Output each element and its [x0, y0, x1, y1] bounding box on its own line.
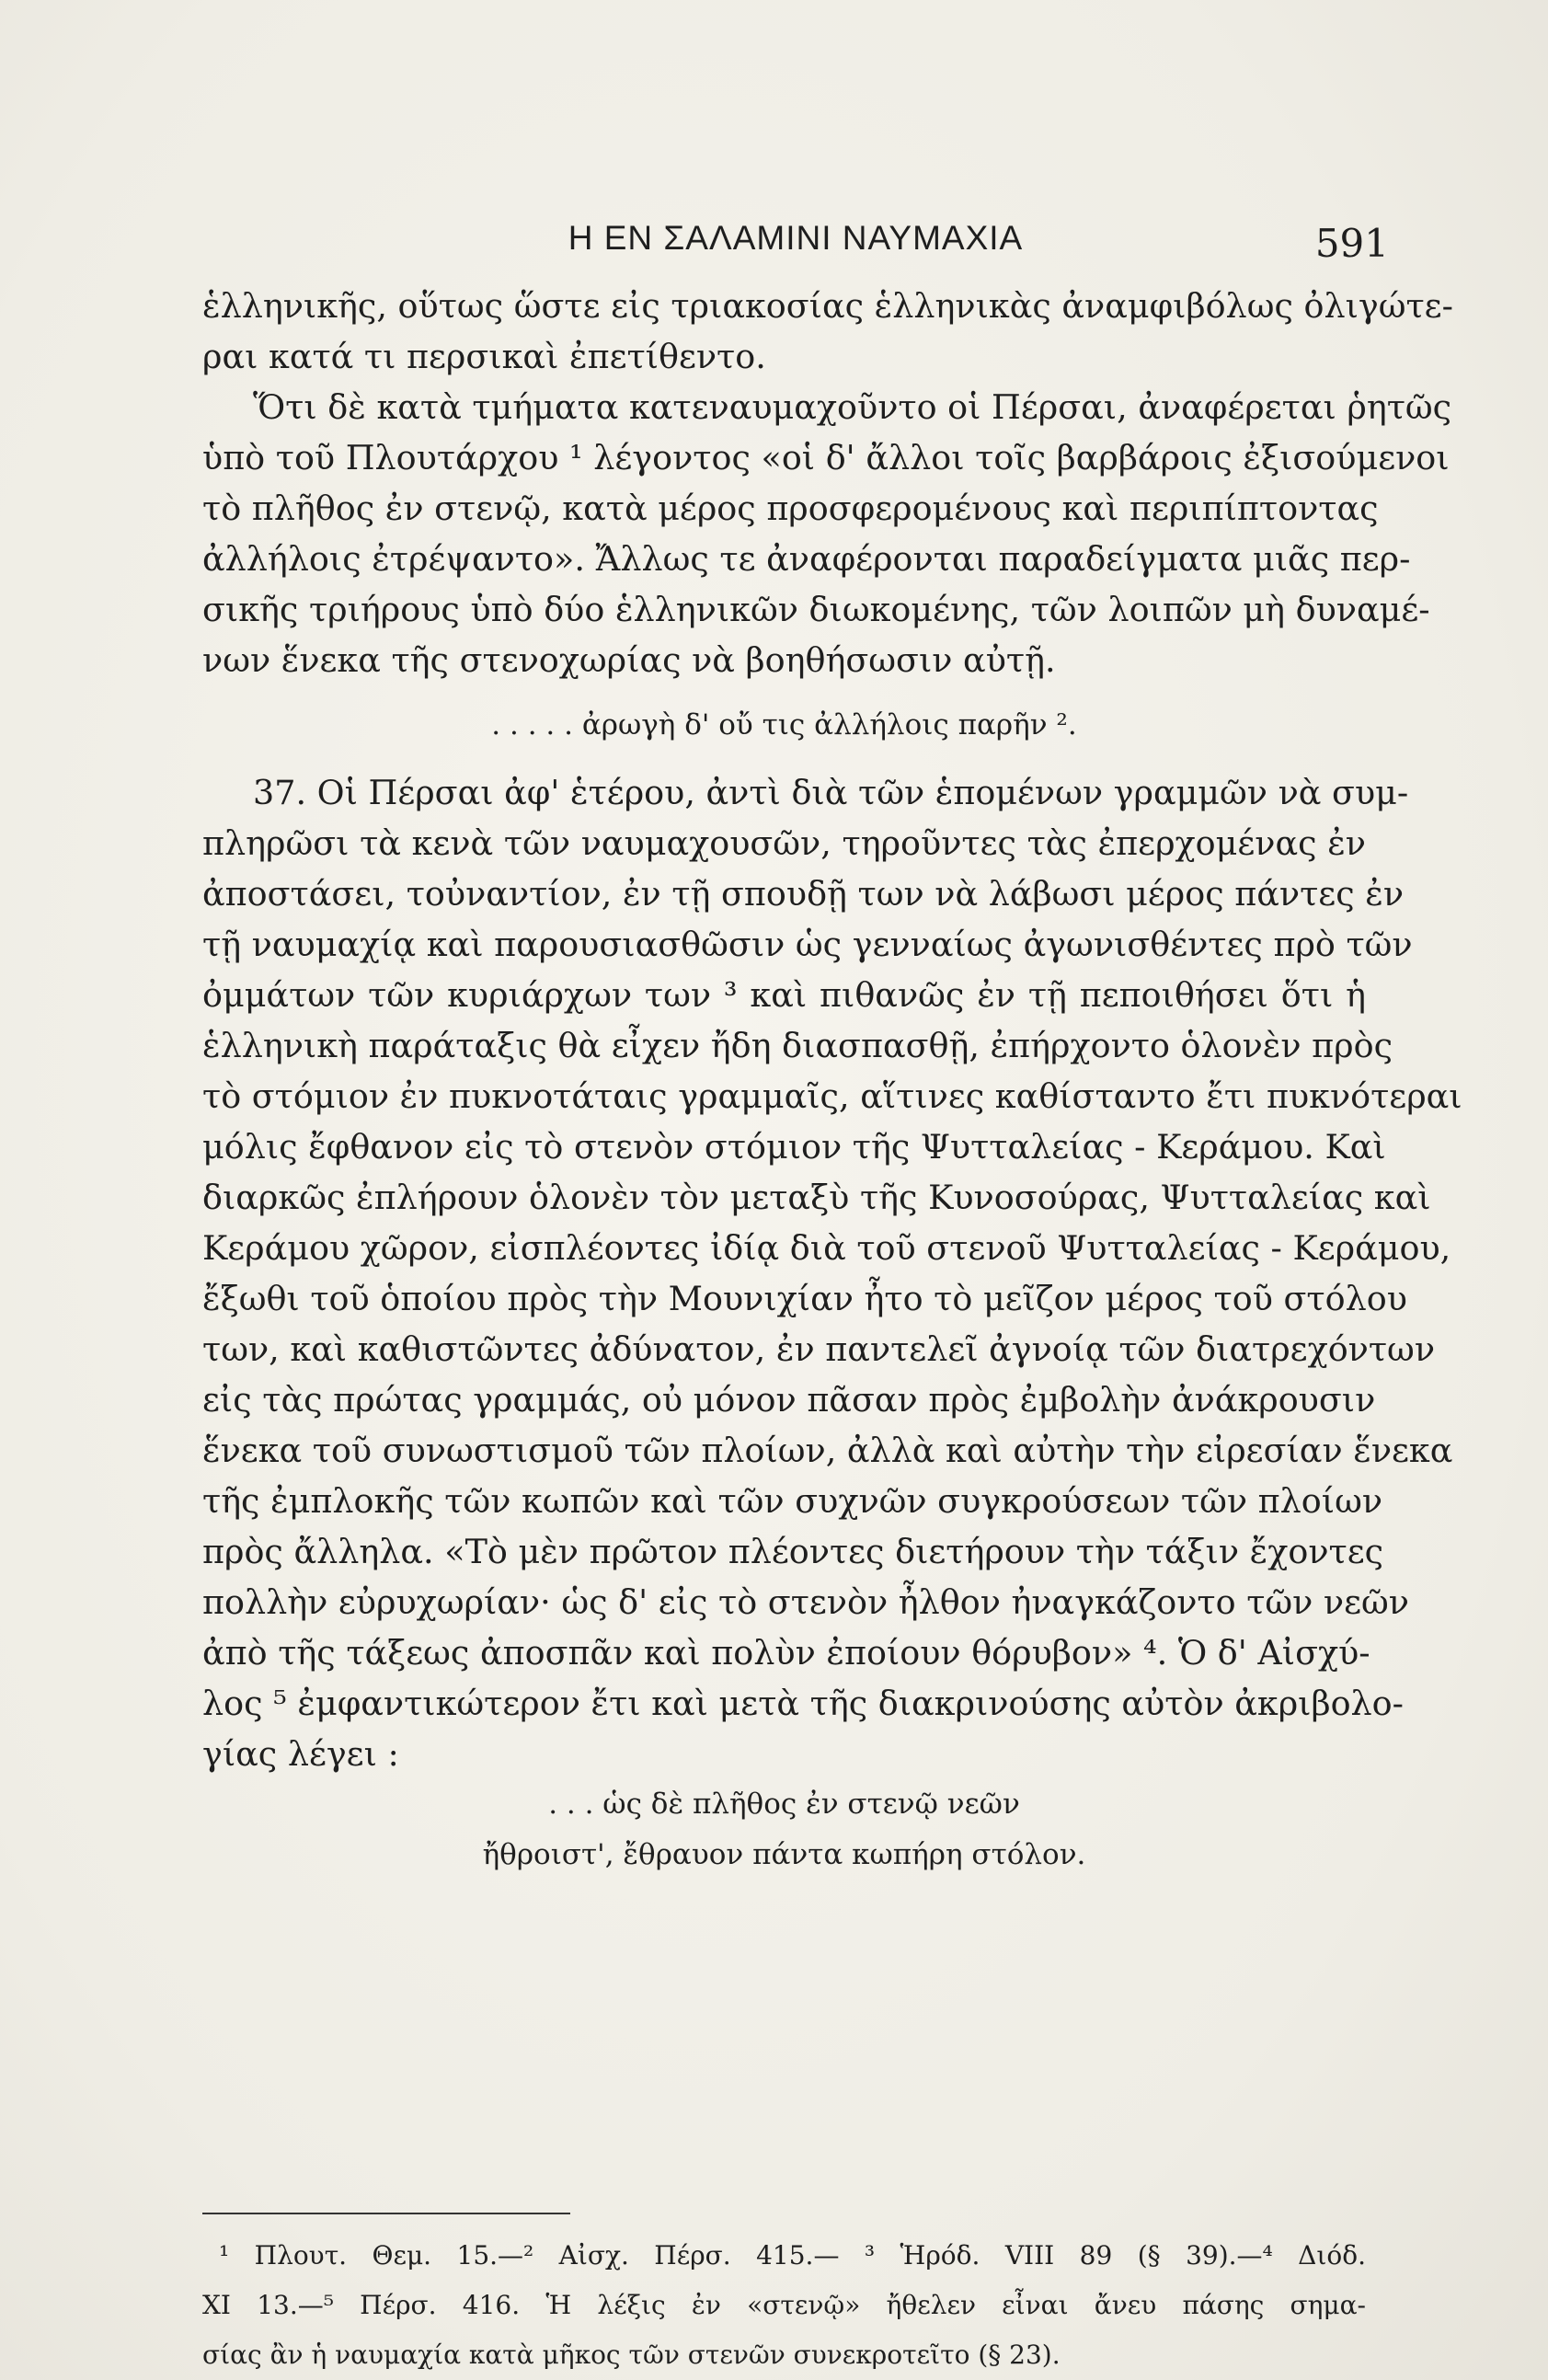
text-line: ὀμμάτων τῶν κυριάρχων των ³ καὶ πιθανῶς ἐν τῇ πεποιθήσει ὅτι ἡ — [202, 975, 1366, 1015]
verse-quote-line: ἤθροιστ', ἔθραυον πάντα κωπήρη στόλον. — [482, 1838, 1086, 1871]
text-line: πληρῶσι τὰ κενὰ τῶν ναυμαχουσῶν, τηροῦντες τὰς ἐπερχομένας ἐν — [202, 823, 1366, 863]
text-line: ἀπὸ τῆς τάξεως ἀποσπᾶν καὶ πολὺν ἐποίουν θόρυβον» ⁴. Ὁ δ' Αἰσχύ- — [202, 1633, 1370, 1673]
text-line: νων ἕνεκα τῆς στενοχωρίας νὰ βοηθήσωσιν αὐτῇ. — [202, 640, 1056, 680]
footnote-divider — [202, 2213, 570, 2214]
text-line: ἀλλήλοις ἐτρέψαντο». Ἄλλως τε ἀναφέρονται παραδείγματα μιᾶς περ- — [202, 539, 1411, 579]
footnote-line: XI 13.—⁵ Πέρσ. 416. Ἡ λέξις ἐν «στενῷ» ἤθελεν εἶναι ἄνευ πάσης σημα- — [202, 2290, 1366, 2320]
main-text — [202, 281, 1462, 1890]
text-line: των, καὶ καθιστῶντες ἀδύνατον, ἐν παντελεῖ ἀγνοίᾳ τῶν διατρεχόντων — [202, 1329, 1436, 1369]
text-line: Κεράμου χῶρον, εἰσπλέοντες ἰδίᾳ διὰ τοῦ στενοῦ Ψυτταλείας - Κεράμου, — [202, 1228, 1451, 1268]
text-line: τὸ στόμιον ἐν πυκνοτάταις γραμμαῖς, αἵτινες καθίσταντο ἔτι πυκνότεραι — [202, 1076, 1462, 1116]
text-line: διαρκῶς ἐπλήρουν ὁλονὲν τὸν μεταξὺ τῆς Κυνοσούρας, Ψυτταλείας καὶ — [202, 1178, 1431, 1217]
text-line: σικῆς τριήρους ὑπὸ δύο ἑλληνικῶν διωκομένης, τῶν λοιπῶν μὴ δυναμέ- — [202, 590, 1430, 629]
footnote-line: σίας ἂν ἡ ναυμαχία κατὰ μῆκος τῶν στενῶν συνεκροτεῖτο (§ 23). — [202, 2340, 1061, 2370]
text-line: ἑλληνικῆς, οὕτως ὥστε εἰς τριακοσίας ἑλληνικὰς ἀναμφιβόλως ὀλιγώτε- — [202, 286, 1453, 326]
text-line: τὸ πλῆθος ἐν στενῷ, κατὰ μέρος προσφερομένους καὶ περιπίπτοντας — [202, 489, 1379, 528]
text-line: ἕνεκα τοῦ συνωστισμοῦ τῶν πλοίων, ἀλλὰ καὶ αὐτὴν τὴν εἰρεσίαν ἕνεκα — [202, 1431, 1453, 1470]
text-line: πρὸς ἄλληλα. «Τὸ μὲν πρῶτον πλέοντες διετήρουν τὴν τάξιν ἔχοντες — [202, 1532, 1384, 1571]
footnote-line: ¹ Πλουτ. Θεμ. 15.—² Αἰσχ. Πέρσ. 415.— ³ Ἡρόδ. VIII 89 (§ 39).—⁴ Διόδ. — [219, 2240, 1366, 2271]
text-line: μόλις ἔφθανον εἰς τὸ στενὸν στόμιον τῆς Ψυτταλείας - Κεράμου. Καὶ — [202, 1127, 1386, 1167]
text-line: εἰς τὰς πρώτας γραμμάς, οὐ μόνον πᾶσαν πρὸς ἐμβολὴν ἀνάκρουσιν — [202, 1380, 1376, 1420]
section-37-first-line: 37. Οἱ Πέρσαι ἀφ' ἑτέρου, ἀντὶ διὰ τῶν ἑπομένων γραμμῶν νὰ συμ- — [253, 773, 1409, 812]
running-title: Η ΕΝ ΣΑΛΑΜΙΝΙ ΝΑΥΜΑΧΙΑ — [568, 219, 1024, 257]
page-header — [202, 219, 1389, 274]
text-line: ἔξωθι τοῦ ὁποίου πρὸς τὴν Μουνιχίαν ἦτο τὸ μεῖζον μέρος τοῦ στόλου — [202, 1279, 1407, 1318]
verse-quote-line: . . . ὡς δὲ πλῆθος ἐν στενῷ νεῶν — [548, 1788, 1020, 1821]
verse-quote: . . . . . ἀρωγὴ δ' οὔ τις ἀλλήλοις παρῆν ². — [491, 708, 1077, 742]
text-line: ἀποστάσει, τοὐναντίον, ἐν τῇ σπουδῇ των νὰ λάβωσι μέρος πάντες ἐν — [202, 874, 1405, 914]
footnotes — [202, 2231, 1366, 2380]
text-line: ἑλληνικὴ παράταξις θὰ εἶχεν ἤδη διασπασθῇ, ἐπήρχοντο ὁλονὲν πρὸς — [202, 1026, 1393, 1065]
text-line: γίας λέγει : — [202, 1734, 399, 1774]
page-number: 591 — [1314, 221, 1389, 266]
text-line: τῇ ναυμαχίᾳ καὶ παρουσιασθῶσιν ὡς γενναίως ἀγωνισθέντες πρὸ τῶν — [202, 925, 1413, 964]
text-line: ὑπὸ τοῦ Πλουτάρχου ¹ λέγοντος «οἱ δ' ἄλλοι τοῖς βαρβάροις ἐξισούμενοι — [202, 438, 1450, 477]
text-line: Ὅτι δὲ κατὰ τμήματα κατεναυμαχοῦντο οἱ Πέρσαι, ἀναφέρεται ῥητῶς — [253, 387, 1452, 427]
text-line: τῆς ἐμπλοκῆς τῶν κωπῶν καὶ τῶν συχνῶν συγκρούσεων τῶν πλοίων — [202, 1481, 1383, 1521]
text-line: ραι κατά τι περσικαὶ ἐπετίθεντο. — [202, 337, 766, 376]
text-line: πολλὴν εὐρυχωρίαν· ὡς δ' εἰς τὸ στενὸν ἦλθον ἠναγκάζοντο τῶν νεῶν — [202, 1582, 1409, 1622]
text-line: λος ⁵ ἐμφαντικώτερον ἔτι καὶ μετὰ τῆς διακρινούσης αὐτὸν ἀκριβολο- — [202, 1684, 1404, 1723]
